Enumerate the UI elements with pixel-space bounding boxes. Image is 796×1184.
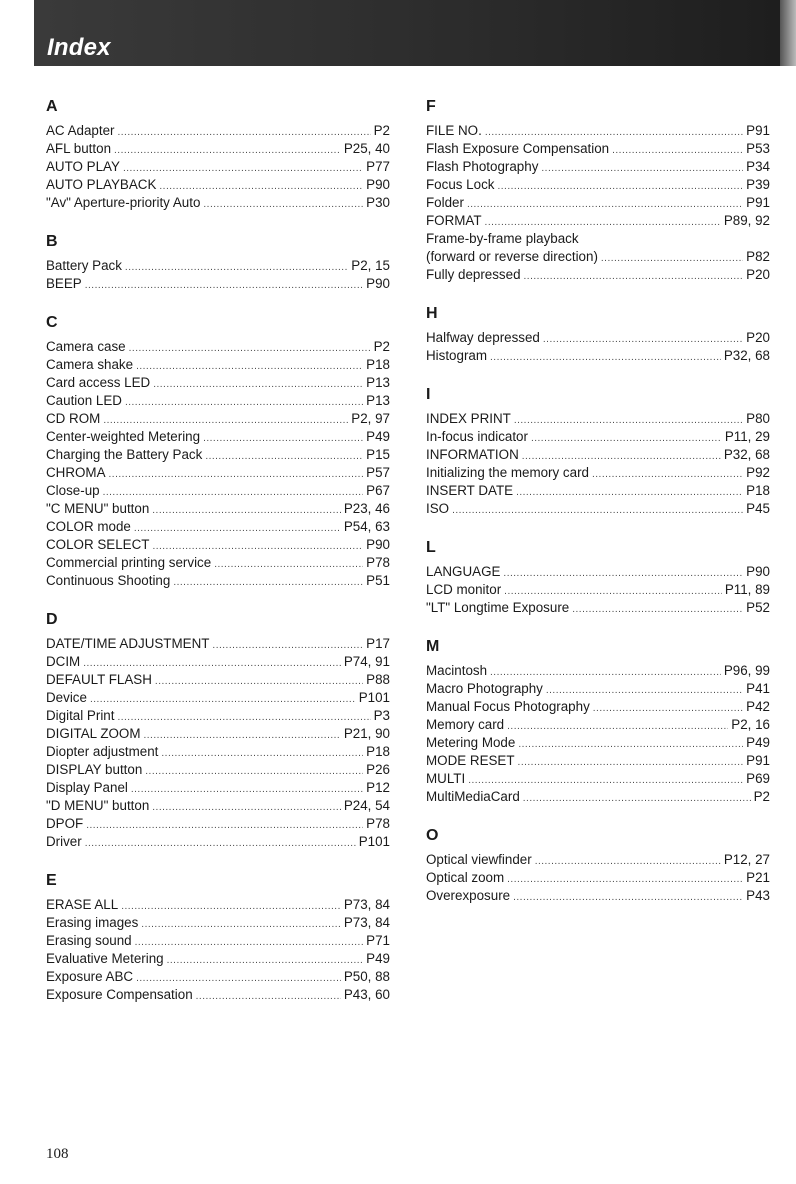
- entry-term: Erasing sound: [46, 933, 132, 948]
- dot-leader: [205, 448, 363, 466]
- index-entry: [46, 482, 390, 500]
- index-entry: [46, 896, 390, 914]
- dot-leader: [125, 259, 348, 277]
- index-entry: [426, 851, 770, 869]
- entry-term: Optical viewfinder: [426, 852, 532, 867]
- section-letter: D: [46, 611, 58, 628]
- dot-leader: [516, 484, 743, 502]
- entry-term: Caution LED: [46, 393, 122, 408]
- entry-page-ref: P51: [366, 573, 390, 588]
- entry-term: INFORMATION: [426, 447, 519, 462]
- entry-term: DIGITAL ZOOM: [46, 726, 141, 741]
- dot-leader: [572, 601, 743, 619]
- section-letter: H: [426, 305, 438, 322]
- entry-term: DPOF: [46, 816, 84, 831]
- index-column-right: [426, 96, 770, 924]
- entry-page-ref: P2: [373, 123, 390, 138]
- dot-leader: [531, 430, 722, 448]
- entry-term: Driver: [46, 834, 82, 849]
- index-entry: [426, 770, 770, 788]
- index-entry: [426, 599, 770, 617]
- entry-term: LANGUAGE: [426, 564, 501, 579]
- index-entry: [426, 410, 770, 428]
- section-letter: I: [426, 386, 431, 403]
- index-entry: [426, 176, 770, 194]
- dot-leader: [601, 250, 743, 268]
- index-entry: [426, 662, 770, 680]
- index-entry: [46, 275, 390, 293]
- dot-leader: [467, 196, 743, 214]
- entry-page-ref: P54, 63: [343, 519, 390, 534]
- dot-leader: [161, 745, 363, 763]
- entry-term: "D MENU" button: [46, 798, 150, 813]
- dot-leader: [507, 718, 728, 736]
- index-entry: [426, 266, 770, 284]
- entry-page-ref: P82: [746, 249, 770, 264]
- entry-term: ERASE ALL: [46, 897, 119, 912]
- index-entry: [46, 374, 390, 392]
- entry-page-ref: P90: [366, 537, 390, 552]
- dot-leader: [153, 376, 363, 394]
- index-entry: [46, 158, 390, 176]
- entry-page-ref: P91: [746, 753, 770, 768]
- index-entry: [46, 518, 390, 536]
- entry-page-ref: P69: [746, 771, 770, 786]
- index-entry: [46, 815, 390, 833]
- dot-leader: [167, 952, 364, 970]
- entry-page-ref: P91: [746, 195, 770, 210]
- entry-page-ref: P20: [746, 330, 770, 345]
- index-entry: [46, 194, 390, 212]
- index-entry: [426, 887, 770, 905]
- entry-page-ref: P78: [366, 816, 390, 831]
- dot-leader: [541, 160, 743, 178]
- entry-term: ISO: [426, 501, 450, 516]
- dot-leader: [114, 142, 341, 160]
- index-entry: [46, 410, 390, 428]
- section-letter: E: [46, 872, 57, 889]
- entry-page-ref: P57: [366, 465, 390, 480]
- entry-page-ref: P88: [366, 672, 390, 687]
- dot-leader: [117, 124, 370, 142]
- entry-term: AFL button: [46, 141, 112, 156]
- entry-page-ref: P21, 90: [343, 726, 390, 741]
- index-entry: [426, 500, 770, 518]
- index-entry: [426, 212, 770, 230]
- index-entry: [46, 338, 390, 356]
- entry-term: DEFAULT FLASH: [46, 672, 152, 687]
- entry-term: BEEP: [46, 276, 82, 291]
- entry-term: "Av" Aperture-priority Auto: [46, 195, 201, 210]
- entry-term: Flash Exposure Compensation: [426, 141, 610, 156]
- dot-leader: [503, 565, 743, 583]
- entry-term: Evaluative Metering: [46, 951, 164, 966]
- entry-term: Digital Print: [46, 708, 115, 723]
- entry-page-ref: P23, 46: [343, 501, 390, 516]
- dot-leader: [212, 637, 363, 655]
- entry-page-ref: P18: [746, 483, 770, 498]
- index-section-h: [426, 303, 770, 365]
- entry-term: Optical zoom: [426, 870, 505, 885]
- index-entry: [426, 680, 770, 698]
- dot-leader: [131, 781, 363, 799]
- entry-page-ref: P30: [366, 195, 390, 210]
- section-letter: O: [426, 827, 439, 844]
- entry-term: Histogram: [426, 348, 488, 363]
- entry-page-ref: P18: [366, 357, 390, 372]
- entry-term: Device: [46, 690, 87, 705]
- index-section-a: [46, 96, 390, 212]
- index-entry: [46, 446, 390, 464]
- entry-page-ref: P17: [366, 636, 390, 651]
- entry-term: Close-up: [46, 483, 100, 498]
- entry-term: Manual Focus Photography: [426, 699, 590, 714]
- index-entry: [46, 671, 390, 689]
- dot-leader: [593, 700, 743, 718]
- entry-term: Commercial printing service: [46, 555, 212, 570]
- entry-term-continued: (forward or reverse direction): [426, 249, 598, 264]
- index-section-i: [426, 384, 770, 518]
- entry-term: FILE NO.: [426, 123, 482, 138]
- index-entry: [46, 536, 390, 554]
- entry-term: INSERT DATE: [426, 483, 514, 498]
- entry-page-ref: P12: [366, 780, 390, 795]
- index-entry: [426, 716, 770, 734]
- entry-page-ref: P73, 84: [343, 897, 390, 912]
- entry-term: DISPLAY button: [46, 762, 143, 777]
- section-letter: L: [426, 539, 436, 556]
- entry-page-ref: P49: [366, 429, 390, 444]
- dot-leader: [518, 736, 743, 754]
- page-number: 108: [46, 1146, 69, 1162]
- dot-leader: [497, 178, 743, 196]
- dot-leader: [173, 574, 363, 592]
- index-entry: [426, 347, 770, 365]
- dot-leader: [490, 349, 721, 367]
- entry-page-ref: P67: [366, 483, 390, 498]
- dot-leader: [143, 727, 340, 745]
- dot-leader: [518, 754, 744, 772]
- section-letter: B: [46, 233, 58, 250]
- index-entry: [46, 932, 390, 950]
- entry-page-ref: P90: [366, 177, 390, 192]
- dot-leader: [117, 709, 370, 727]
- index-entry: [426, 788, 770, 806]
- entry-term: AUTO PLAYBACK: [46, 177, 157, 192]
- entry-term: Charging the Battery Pack: [46, 447, 203, 462]
- entry-term: COLOR mode: [46, 519, 131, 534]
- entry-page-ref: P52: [746, 600, 770, 615]
- entry-term: Exposure Compensation: [46, 987, 193, 1002]
- index-entry: [46, 743, 390, 761]
- entry-page-ref: P20: [746, 267, 770, 282]
- entry-term: Folder: [426, 195, 464, 210]
- entry-page-ref: P13: [366, 375, 390, 390]
- entry-term: "LT" Longtime Exposure: [426, 600, 570, 615]
- index-entry: [426, 194, 770, 212]
- dot-leader: [109, 466, 364, 484]
- entry-page-ref: P25, 40: [343, 141, 390, 156]
- dot-leader: [141, 916, 341, 934]
- dot-leader: [145, 763, 363, 781]
- dot-leader: [214, 556, 363, 574]
- index-entry: [46, 986, 390, 1004]
- index-section-o: [426, 825, 770, 905]
- entry-term: MultiMediaCard: [426, 789, 520, 804]
- entry-term: Memory card: [426, 717, 505, 732]
- entry-page-ref: P101: [358, 834, 390, 849]
- index-header-bar: [34, 0, 780, 66]
- index-entry: [426, 122, 770, 140]
- entry-term: DATE/TIME ADJUSTMENT: [46, 636, 210, 651]
- index-section-l: [426, 537, 770, 617]
- entry-page-ref: P49: [366, 951, 390, 966]
- entry-term: Continuous Shooting: [46, 573, 171, 588]
- entry-term: Overexposure: [426, 888, 511, 903]
- entry-page-ref: P11, 29: [724, 429, 770, 444]
- entry-page-ref: P42: [746, 699, 770, 714]
- index-entry: [426, 752, 770, 770]
- entry-page-ref: P11, 89: [724, 582, 770, 597]
- entry-term: Camera shake: [46, 357, 134, 372]
- entry-page-ref: P2, 15: [351, 258, 390, 273]
- index-entry: [46, 140, 390, 158]
- index-entry: [46, 176, 390, 194]
- index-section-d: [46, 609, 390, 851]
- entry-term: FORMAT: [426, 213, 482, 228]
- entry-page-ref: P3: [373, 708, 390, 723]
- index-entry: [46, 797, 390, 815]
- dot-leader: [507, 871, 743, 889]
- index-section-e: [46, 870, 390, 1004]
- entry-page-ref: P43, 60: [343, 987, 390, 1002]
- dot-leader: [123, 160, 363, 178]
- index-entry: [426, 698, 770, 716]
- dot-leader: [152, 799, 341, 817]
- index-entry: [426, 446, 770, 464]
- entry-term: Display Panel: [46, 780, 128, 795]
- entry-term: Card access LED: [46, 375, 151, 390]
- index-entry: [46, 725, 390, 743]
- index-entry: [46, 554, 390, 572]
- dot-leader: [135, 934, 364, 952]
- entry-page-ref: P41: [746, 681, 770, 696]
- entry-term: "C MENU" button: [46, 501, 150, 516]
- entry-term: In-focus indicator: [426, 429, 528, 444]
- entry-term: Macintosh: [426, 663, 488, 678]
- index-entry: [426, 734, 770, 752]
- dot-leader: [136, 358, 363, 376]
- entry-page-ref: P2, 97: [351, 411, 390, 426]
- entry-page-ref: P74, 91: [343, 654, 390, 669]
- index-entry: [46, 779, 390, 797]
- entry-page-ref: P90: [366, 276, 390, 291]
- section-letter: F: [426, 98, 436, 115]
- index-entry: [46, 968, 390, 986]
- index-entry: [426, 158, 770, 176]
- header-edge-shadow: [780, 0, 796, 66]
- entry-term: COLOR SELECT: [46, 537, 150, 552]
- index-section-m: [426, 636, 770, 806]
- entry-term: Battery Pack: [46, 258, 122, 273]
- entry-term: INDEX PRINT: [426, 411, 511, 426]
- dot-leader: [121, 898, 341, 916]
- index-column-left: [46, 96, 390, 1023]
- dot-leader: [203, 430, 363, 448]
- index-section-c: [46, 312, 390, 590]
- entry-term: CD ROM: [46, 411, 101, 426]
- dot-leader: [85, 835, 356, 853]
- entry-page-ref: P12, 27: [723, 852, 770, 867]
- entry-term: Exposure ABC: [46, 969, 134, 984]
- index-entry: [426, 329, 770, 347]
- index-entry: [426, 464, 770, 482]
- entry-page-ref: P90: [746, 564, 770, 579]
- entry-page-ref: P49: [746, 735, 770, 750]
- index-entry: [46, 428, 390, 446]
- index-entry: [46, 635, 390, 653]
- entry-page-ref: P2: [753, 789, 770, 804]
- dot-leader: [134, 520, 341, 538]
- entry-page-ref: P24, 54: [343, 798, 390, 813]
- entry-page-ref: P2, 16: [731, 717, 770, 732]
- entry-term: MODE RESET: [426, 753, 515, 768]
- index-entry: [46, 572, 390, 590]
- entry-term: Diopter adjustment: [46, 744, 159, 759]
- dot-leader: [524, 268, 744, 286]
- entry-page-ref: P26: [366, 762, 390, 777]
- dot-leader: [85, 277, 363, 295]
- index-entry: [46, 392, 390, 410]
- entry-term: Macro Photography: [426, 681, 543, 696]
- section-letter: C: [46, 314, 58, 331]
- entry-term: Metering Mode: [426, 735, 516, 750]
- index-entry: [46, 356, 390, 374]
- index-entry: [46, 689, 390, 707]
- entry-page-ref: P96, 99: [723, 663, 770, 678]
- dot-leader: [196, 988, 341, 1006]
- entry-term: AC Adapter: [46, 123, 115, 138]
- entry-page-ref: P53: [746, 141, 770, 156]
- entry-term: DCIM: [46, 654, 81, 669]
- index-entry: [46, 707, 390, 725]
- entry-page-ref: P2: [373, 339, 390, 354]
- index-entry: [46, 761, 390, 779]
- index-section-b: [46, 231, 390, 293]
- entry-page-ref: P18: [366, 744, 390, 759]
- entry-page-ref: P92: [746, 465, 770, 480]
- index-entry: [46, 914, 390, 932]
- dot-leader: [452, 502, 743, 520]
- dot-leader: [523, 790, 751, 808]
- index-entry: [426, 140, 770, 158]
- entry-term: Erasing images: [46, 915, 139, 930]
- index-entry: [426, 581, 770, 599]
- entry-page-ref: P39: [746, 177, 770, 192]
- page-title: Index: [47, 34, 111, 61]
- entry-term: Center-weighted Metering: [46, 429, 201, 444]
- dot-leader: [129, 340, 371, 358]
- index-entry: [426, 482, 770, 500]
- entry-term: Initializing the memory card: [426, 465, 589, 480]
- entry-term: MULTI: [426, 771, 466, 786]
- entry-page-ref: P89, 92: [723, 213, 770, 228]
- dot-leader: [152, 502, 341, 520]
- entry-page-ref: P80: [746, 411, 770, 426]
- entry-page-ref: P101: [358, 690, 390, 705]
- entry-page-ref: P91: [746, 123, 770, 138]
- entry-page-ref: P32, 68: [723, 348, 770, 363]
- section-letter: M: [426, 638, 440, 655]
- entry-term: Fully depressed: [426, 267, 521, 282]
- entry-term: AUTO PLAY: [46, 159, 120, 174]
- entry-page-ref: P50, 88: [343, 969, 390, 984]
- entry-page-ref: P73, 84: [343, 915, 390, 930]
- dot-leader: [612, 142, 743, 160]
- index-section-f: [426, 96, 770, 284]
- index-entry: [46, 500, 390, 518]
- index-entry: [46, 122, 390, 140]
- index-entry: [46, 257, 390, 275]
- entry-term: Frame-by-frame playback: [426, 231, 579, 246]
- index-entry: [426, 428, 770, 446]
- section-letter: A: [46, 98, 58, 115]
- dot-leader: [535, 853, 721, 871]
- dot-leader: [203, 196, 363, 214]
- entry-term: CHROMA: [46, 465, 106, 480]
- dot-leader: [513, 889, 743, 907]
- index-entry: [46, 653, 390, 671]
- dot-leader: [125, 394, 363, 412]
- entry-page-ref: P71: [366, 933, 390, 948]
- index-entry: [426, 869, 770, 887]
- dot-leader: [543, 331, 743, 349]
- entry-term: Flash Photography: [426, 159, 539, 174]
- dot-leader: [592, 466, 743, 484]
- entry-page-ref: P45: [746, 501, 770, 516]
- dot-leader: [86, 817, 363, 835]
- index-entry: [426, 563, 770, 581]
- entry-page-ref: P43: [746, 888, 770, 903]
- entry-term: Focus Lock: [426, 177, 495, 192]
- entry-page-ref: P13: [366, 393, 390, 408]
- entry-term: LCD monitor: [426, 582, 502, 597]
- entry-page-ref: P32, 68: [723, 447, 770, 462]
- index-entry: [46, 464, 390, 482]
- dot-leader: [514, 412, 743, 430]
- entry-page-ref: P34: [746, 159, 770, 174]
- entry-term: Camera case: [46, 339, 126, 354]
- entry-term: Halfway depressed: [426, 330, 540, 345]
- entry-page-ref: P15: [366, 447, 390, 462]
- index-entry: [46, 950, 390, 968]
- dot-leader: [90, 691, 356, 709]
- entry-page-ref: P21: [746, 870, 770, 885]
- entry-page-ref: P78: [366, 555, 390, 570]
- dot-leader: [155, 673, 363, 691]
- entry-page-ref: P77: [366, 159, 390, 174]
- index-entry: [426, 230, 770, 266]
- index-entry: [46, 833, 390, 851]
